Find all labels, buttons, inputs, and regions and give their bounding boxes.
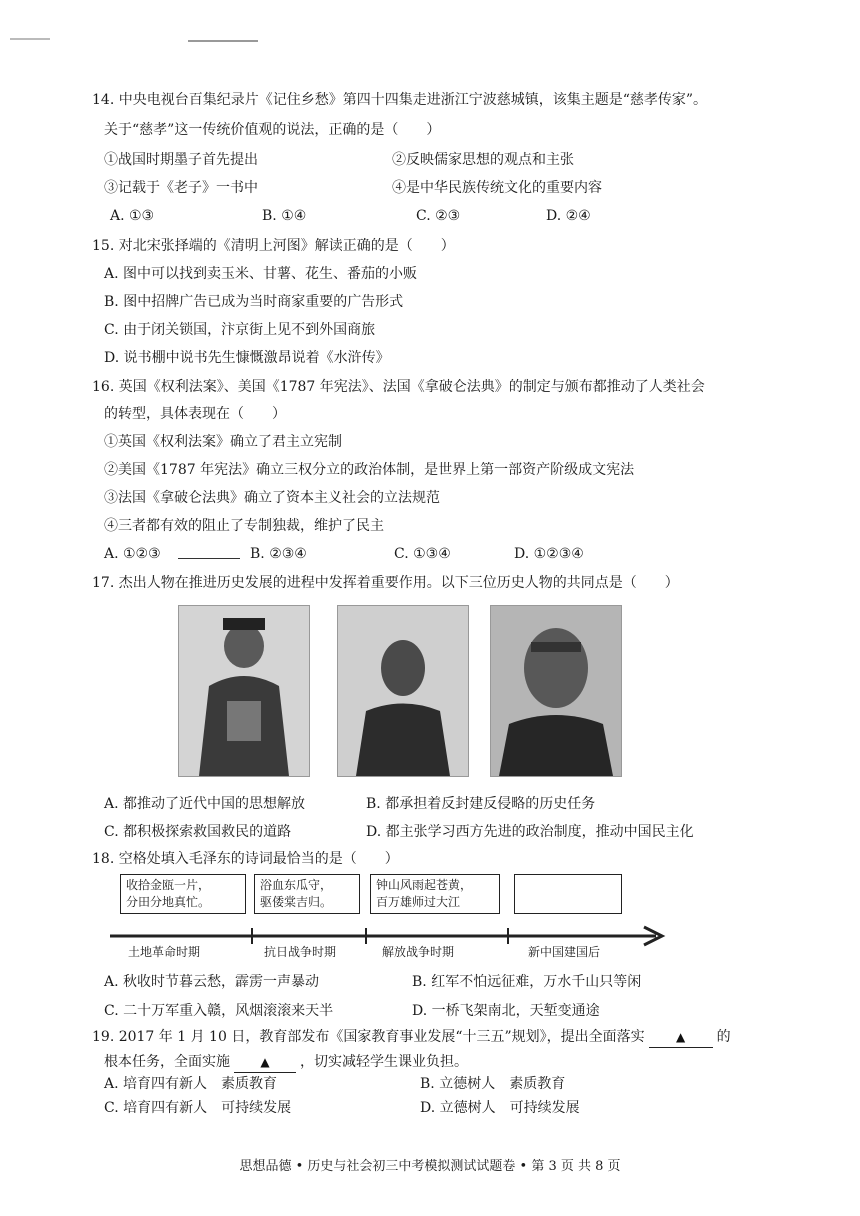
poem-line: 驱倭棠吉归。 bbox=[260, 895, 333, 909]
q17-option-a[interactable]: A. 都推动了近代中国的思想解放 bbox=[104, 796, 306, 812]
q14-option-b[interactable]: B. ①④ bbox=[262, 208, 307, 224]
q16-stem-line2: 的转型，具体表现在（ ） bbox=[104, 406, 286, 422]
scan-mark bbox=[10, 38, 50, 40]
poem-line: 浴血东瓜守， bbox=[260, 878, 333, 892]
q17-option-c[interactable]: C. 都积极探索救国救民的道路 bbox=[104, 824, 292, 840]
q19-stem-line1 bbox=[92, 1027, 731, 1048]
q19-stem-text: 19. 2017 年 1 月 10 日，教育部发布《国家教育事业发展“十三五”规划》，提出全面落实 bbox=[92, 1029, 645, 1045]
poem-line: 百万雄师过大江 bbox=[376, 895, 461, 909]
q19-stem-text: 根本任务，全面实施 bbox=[104, 1054, 230, 1070]
poem-box-blank bbox=[514, 874, 622, 914]
q15-option-b[interactable]: B. 图中招牌广告已成为当时商家重要的广告形式 bbox=[104, 294, 404, 310]
scan-mark bbox=[188, 40, 258, 42]
q15-option-d[interactable]: D. 说书棚中说书先生慷慨激昂说着《水浒传》 bbox=[104, 350, 390, 366]
answer-blank-2[interactable] bbox=[234, 1052, 296, 1073]
q14-option-c[interactable]: C. ②③ bbox=[416, 208, 461, 224]
q14-statement-3: ③记载于《老子》一书中 bbox=[104, 180, 258, 196]
q14-stem-line1: 14. 中央电视台百集纪录片《记住乡愁》第四十四集走进浙江宁波慈城镇，该集主题是“慈孝传家”。 bbox=[92, 92, 708, 108]
poem-line: 分田分地真忙。 bbox=[126, 895, 211, 909]
q15-option-a[interactable]: A. 图中可以找到卖玉米、甘薯、花生、番茄的小贩 bbox=[104, 266, 418, 282]
page-footer: 思想品德 • 历史与社会初三中考模拟测试试题卷 • 第 3 页 共 8 页 bbox=[239, 1159, 621, 1174]
q16-statement-4: ④三者都有效的阻止了专制独裁，维护了民主 bbox=[104, 518, 384, 534]
period-label-2: 抗日战争时期 bbox=[264, 945, 337, 959]
answer-blank-1[interactable] bbox=[649, 1027, 713, 1048]
poem-box-anti-japanese-war bbox=[254, 874, 360, 914]
q16-statement-3: ③法国《拿破仑法典》确立了资本主义社会的立法规范 bbox=[104, 490, 440, 506]
q14-stem-line2: 关于“慈孝”这一传统价值观的说法，正确的是（ ） bbox=[104, 122, 441, 138]
q18-stem: 18. 空格处填入毛泽东的诗词最恰当的是（ ） bbox=[92, 851, 399, 867]
period-label-4: 新中国建国后 bbox=[528, 945, 601, 959]
period-label-1: 土地革命时期 bbox=[128, 945, 201, 959]
q18-option-c[interactable]: C. 二十万军重入赣，风烟滚滚来天半 bbox=[104, 1003, 334, 1019]
q17-option-b[interactable]: B. 都承担着反封建反侵略的历史任务 bbox=[366, 796, 596, 812]
q19-option-a[interactable]: A. 培育四有新人 素质教育 bbox=[104, 1076, 278, 1092]
q18-option-a[interactable]: A. 秋收时节暮云愁，霹雳一声暴动 bbox=[104, 974, 320, 990]
q19-option-c[interactable]: C. 培育四有新人 可持续发展 bbox=[104, 1100, 292, 1116]
period-label-3: 解放战争时期 bbox=[382, 945, 455, 959]
portrait-photo-2 bbox=[337, 605, 469, 777]
q19-stem-text: ，切实减轻学生课业负担。 bbox=[300, 1054, 468, 1070]
q17-stem: 17. 杰出人物在推进历史发展的进程中发挥着重要作用。以下三位历史人物的共同点是（ ） bbox=[92, 575, 679, 591]
q16-option-b[interactable]: B. ②③④ bbox=[250, 546, 307, 562]
portrait-2-figure bbox=[338, 606, 468, 776]
q18-option-d[interactable]: D. 一桥飞架南北，天堑变通途 bbox=[412, 1003, 600, 1019]
q14-statement-4: ④是中华民族传统文化的重要内容 bbox=[392, 180, 602, 196]
q16-option-c[interactable]: C. ①③④ bbox=[394, 546, 451, 562]
q15-stem: 15. 对北宋张择端的《清明上河图》解读正确的是（ ） bbox=[92, 238, 455, 254]
poem-box-land-revolution bbox=[120, 874, 246, 914]
portrait-photo-3 bbox=[490, 605, 622, 777]
q14-option-a[interactable]: A. ①③ bbox=[110, 208, 155, 224]
poem-box-liberation-war bbox=[370, 874, 500, 914]
underline-mark bbox=[178, 558, 240, 559]
q18-option-b[interactable]: B. 红军不怕远征难，万水千山只等闲 bbox=[412, 974, 642, 990]
q19-stem-line2 bbox=[104, 1052, 468, 1073]
q16-statement-2: ②美国《1787 年宪法》确立三权分立的政治体制，是世界上第一部资产阶级成文宪法 bbox=[104, 462, 635, 478]
portrait-photo-1 bbox=[178, 605, 310, 777]
triangle-icon: ▲ bbox=[260, 1055, 270, 1069]
triangle-icon: ▲ bbox=[676, 1030, 686, 1044]
q14-statement-2: ②反映儒家思想的观点和主张 bbox=[392, 152, 574, 168]
q15-option-c[interactable]: C. 由于闭关锁国，汴京街上见不到外国商旅 bbox=[104, 322, 376, 338]
q16-statement-1: ①英国《权利法案》确立了君主立宪制 bbox=[104, 434, 342, 450]
q16-option-a[interactable]: A. ①②③ bbox=[104, 546, 161, 562]
q14-statement-1: ①战国时期墨子首先提出 bbox=[104, 152, 258, 168]
poem-line: 钟山风雨起苍黄， bbox=[376, 878, 473, 892]
q16-option-d[interactable]: D. ①②③④ bbox=[514, 546, 584, 562]
portrait-1-figure bbox=[179, 606, 309, 776]
q19-stem-text: 的 bbox=[716, 1029, 731, 1045]
q19-option-b[interactable]: B. 立德树人 素质教育 bbox=[420, 1076, 566, 1092]
poem-line: 收拾金瓯一片， bbox=[126, 878, 211, 892]
q14-option-d[interactable]: D. ②④ bbox=[546, 208, 591, 224]
q17-option-d[interactable]: D. 都主张学习西方先进的政治制度，推动中国民主化 bbox=[366, 824, 694, 840]
q16-stem-line1: 16. 英国《权利法案》、美国《1787 年宪法》、法国《拿破仑法典》的制定与颁布都推动了人类社会 bbox=[92, 379, 705, 395]
portrait-3-figure bbox=[491, 606, 621, 776]
q19-option-d[interactable]: D. 立德树人 可持续发展 bbox=[420, 1100, 580, 1116]
